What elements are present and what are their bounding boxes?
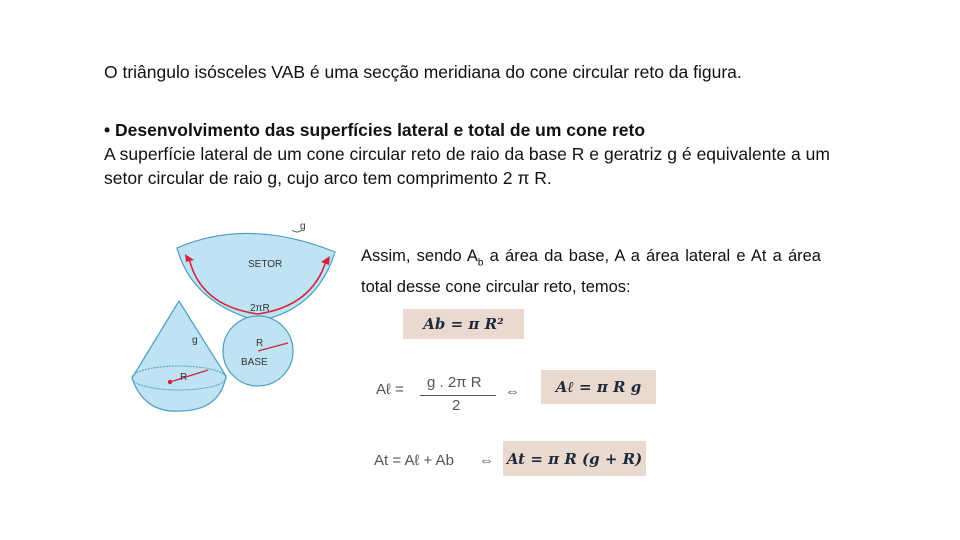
section-title — [104, 118, 830, 142]
total-area-formula: At = π R (g + R) — [503, 441, 646, 476]
lateral-numerator: g . 2π R — [427, 374, 482, 391]
section-title-text: Desenvolvimento das superfícies lateral e total de um cone reto — [115, 120, 646, 140]
equivalence-arrow-2: ⇔ — [479, 452, 494, 469]
g-top-label: g — [300, 221, 306, 232]
section-block — [104, 118, 830, 190]
total-lhs: At = Aℓ + Ab — [374, 452, 454, 469]
para-post: a área da base, A a área lateral e At a área total desse cone circular reto, temos: — [361, 247, 821, 297]
base-label: BASE — [241, 357, 268, 368]
bullet: • — [104, 120, 111, 140]
cone-figure — [122, 218, 348, 418]
lateral-lhs: Aℓ = — [376, 381, 404, 398]
cone-body — [132, 301, 226, 411]
section-body: A superfície lateral de um cone circular reto de raio da base R e geratriz g é equivalente a um setor circular de raio g, cujo arco tem comprimento 2 π R. — [104, 144, 830, 188]
cone-g-label: g — [192, 335, 198, 346]
lateral-denominator: 2 — [452, 397, 461, 414]
base-r-label: R — [256, 338, 264, 349]
setor-label: SETOR — [248, 259, 283, 270]
para-pre: Assim, sendo A — [361, 247, 478, 265]
explanation-paragraph — [361, 244, 821, 300]
base-area-formula: Ab = π R² — [403, 309, 524, 339]
intro-text: O triângulo isósceles VAB é uma secção meridiana do cone circular reto da figura. — [104, 62, 742, 82]
lateral-area-formula: Aℓ = π R g — [541, 370, 656, 404]
arc-label: 2πR — [250, 303, 270, 314]
equivalence-arrow: ⇔ — [505, 383, 520, 400]
fraction-bar — [420, 395, 496, 396]
cone-center-dot — [168, 380, 172, 384]
para-sub-b: b — [477, 257, 484, 269]
cone-r-label: R — [180, 372, 188, 383]
